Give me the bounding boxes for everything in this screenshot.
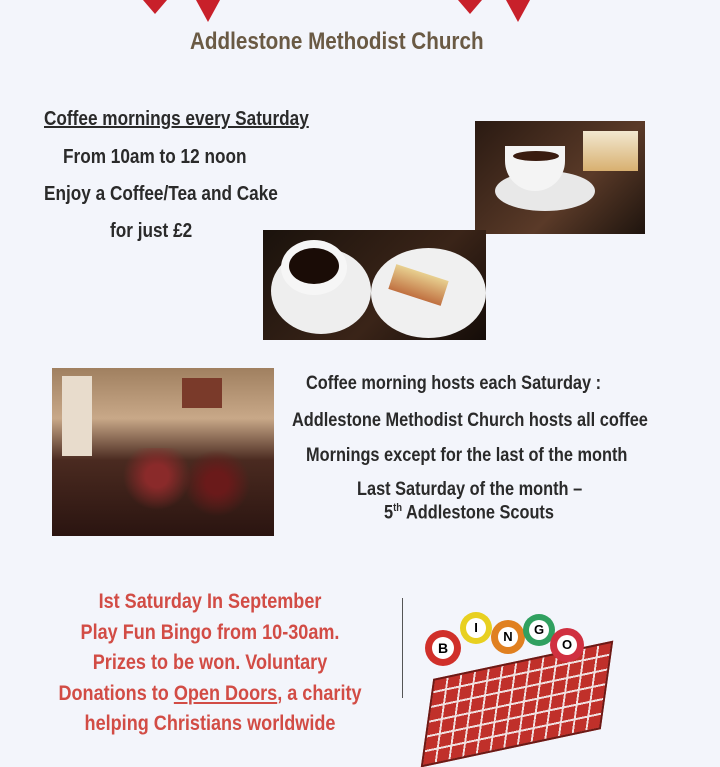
- hosts-heading: Coffee morning hosts each Saturday :: [306, 373, 602, 394]
- bunting-flag: [458, 0, 482, 14]
- bingo-line5: helping Christians worldwide: [84, 712, 336, 735]
- scouts-name: Addlestone Scouts: [402, 502, 554, 524]
- bingo-ball: I: [460, 612, 492, 644]
- coffee-time: From 10am to 12 noon: [63, 146, 247, 168]
- page-title: Addlestone Methodist Church: [190, 28, 484, 55]
- donations-text: Donations to: [58, 681, 174, 705]
- hosts-line2: Mornings except for the last of the month: [306, 445, 628, 466]
- bingo-ball: O: [550, 628, 584, 662]
- divider-line: [402, 598, 403, 698]
- bingo-line3: Prizes to be won. Voluntary: [92, 651, 328, 674]
- open-doors-link[interactable]: Open Doors: [173, 681, 278, 705]
- coffee-heading: Coffee mornings every Saturday: [44, 108, 309, 130]
- charity-text: , a charity: [277, 681, 362, 705]
- coffee-cake-photo: [475, 121, 645, 234]
- bingo-line2: Play Fun Bingo from 10-30am.: [80, 620, 340, 644]
- scouts-ordinal: th: [393, 502, 403, 514]
- bingo-line1: Ist Saturday In September: [98, 590, 322, 613]
- bingo-illustration: [405, 612, 615, 720]
- hosts-line4: [384, 502, 554, 524]
- coffee-plate-photo: [263, 230, 486, 340]
- hosts-line3: Last Saturday of the month –: [357, 479, 583, 500]
- hosts-line1: Addlestone Methodist Church hosts all coffee: [292, 410, 648, 431]
- scouts-number: 5: [384, 502, 394, 524]
- bingo-ball: N: [491, 620, 525, 654]
- bunting-flag: [196, 0, 220, 22]
- bingo-text: [20, 587, 400, 740]
- bingo-ball: B: [425, 630, 461, 666]
- bunting-flag: [506, 0, 530, 22]
- cafe-interior-photo: [52, 368, 274, 536]
- coffee-offer: Enjoy a Coffee/Tea and Cake: [44, 183, 278, 205]
- bingo-line4: [47, 679, 374, 710]
- coffee-price: for just £2: [110, 220, 193, 242]
- bunting-flag: [143, 0, 167, 14]
- bingo-ball: G: [523, 614, 555, 646]
